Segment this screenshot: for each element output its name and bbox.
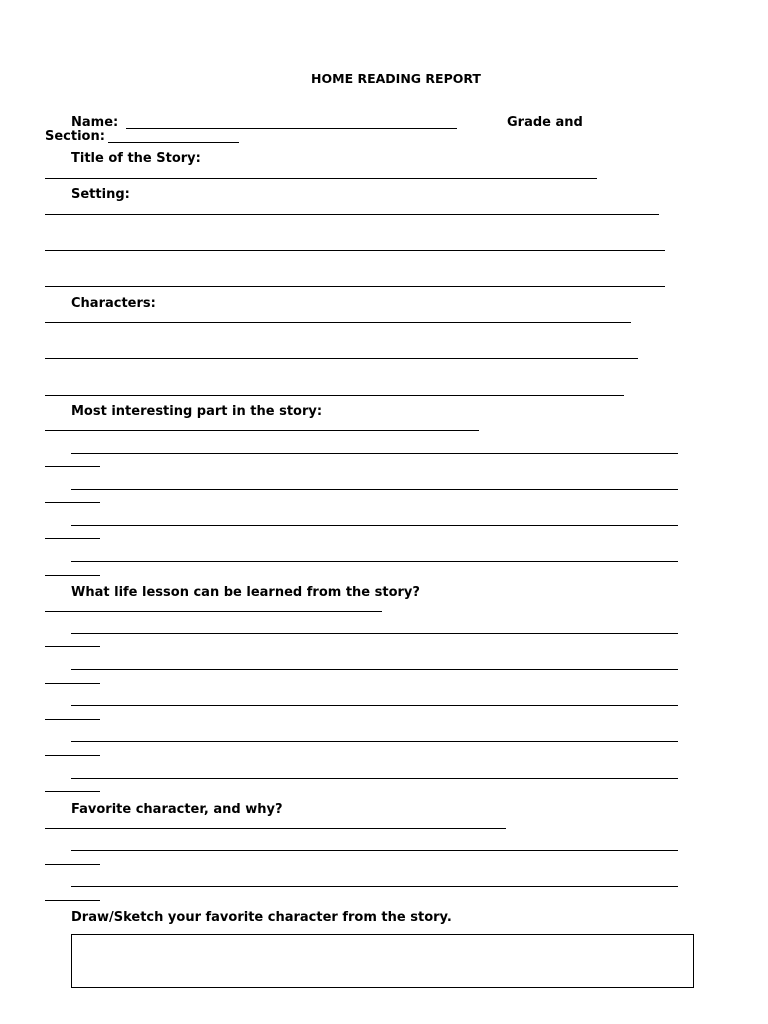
life-lesson-line[interactable] [71, 633, 678, 634]
name-field-line[interactable] [126, 128, 457, 129]
setting-label: Setting: [71, 187, 130, 202]
life-lesson-line[interactable] [45, 611, 382, 612]
life-lesson-line[interactable] [45, 791, 100, 792]
characters-line[interactable] [45, 395, 624, 396]
favorite-character-line[interactable] [71, 850, 678, 851]
draw-label: Draw/Sketch your favorite character from the story. [71, 910, 452, 925]
interesting-part-line[interactable] [45, 430, 479, 431]
report-title: HOME READING REPORT [311, 71, 481, 86]
interesting-part-line[interactable] [45, 466, 100, 467]
setting-line[interactable] [45, 286, 665, 287]
favorite-character-line[interactable] [45, 828, 506, 829]
interesting-part-label: Most interesting part in the story: [71, 404, 323, 419]
story-title-label: Title of the Story: [71, 151, 201, 166]
life-lesson-line[interactable] [45, 755, 100, 756]
sketch-box[interactable] [71, 934, 694, 988]
setting-line[interactable] [45, 214, 659, 215]
interesting-part-line[interactable] [71, 453, 678, 454]
grade-label: Grade and [507, 115, 583, 130]
life-lesson-line[interactable] [71, 669, 678, 670]
life-lesson-line[interactable] [71, 778, 678, 779]
name-label: Name: [71, 115, 119, 130]
interesting-part-line[interactable] [45, 502, 100, 503]
life-lesson-line[interactable] [71, 741, 678, 742]
characters-line[interactable] [45, 358, 638, 359]
characters-label: Characters: [71, 296, 156, 311]
story-title-field-line[interactable] [45, 178, 597, 179]
interesting-part-line[interactable] [71, 489, 678, 490]
favorite-character-label: Favorite character, and why? [71, 802, 283, 817]
grade-section-field-line[interactable] [108, 142, 239, 143]
interesting-part-line[interactable] [71, 525, 678, 526]
characters-line[interactable] [45, 322, 631, 323]
favorite-character-line[interactable] [45, 864, 100, 865]
life-lesson-line[interactable] [71, 705, 678, 706]
life-lesson-line[interactable] [45, 646, 100, 647]
interesting-part-line[interactable] [71, 561, 678, 562]
interesting-part-line[interactable] [45, 575, 100, 576]
life-lesson-line[interactable] [45, 683, 100, 684]
favorite-character-line[interactable] [45, 900, 100, 901]
section-label: Section: [45, 129, 105, 144]
life-lesson-line[interactable] [45, 719, 100, 720]
favorite-character-line[interactable] [71, 886, 678, 887]
interesting-part-line[interactable] [45, 538, 100, 539]
setting-line[interactable] [45, 250, 665, 251]
life-lesson-label: What life lesson can be learned from the story? [71, 585, 420, 600]
